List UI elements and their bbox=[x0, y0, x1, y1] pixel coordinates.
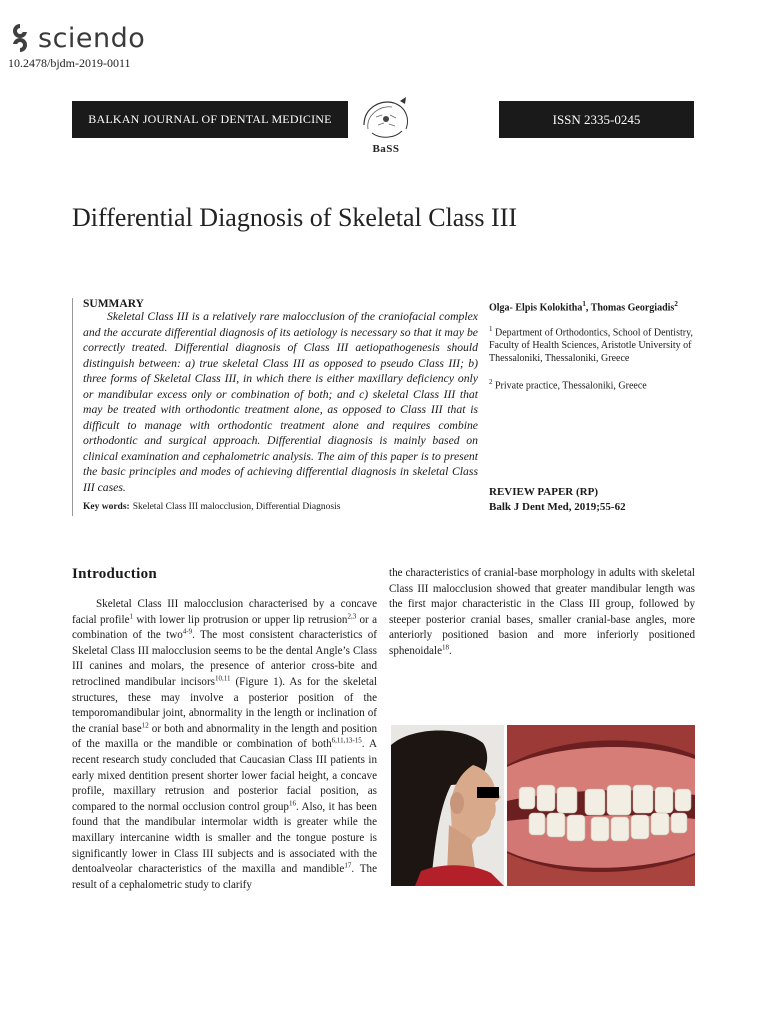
journal-issn: ISSN 2335-0245 bbox=[499, 101, 694, 138]
section-heading: Introduction bbox=[72, 566, 158, 582]
affiliation-text: Department of Orthodontics, School of Dentistry, Faculty of Health Sciences, Aristotle University of Thessaloniki, Thessaloniki, Greece bbox=[489, 327, 693, 365]
body-text-run: (Figure 1). As for the skeletal structures, these may involve a posterior position of the temporomandibular joint, abnormality in the length or inclination of the cranial base bbox=[72, 675, 377, 735]
affil-marker: 1 bbox=[489, 325, 493, 334]
body-text-run: . bbox=[449, 644, 452, 657]
citation: Balk J Dent Med, 2019;55-62 bbox=[489, 501, 626, 513]
citation-ref[interactable]: 16 bbox=[288, 799, 296, 808]
author-name: Thomas Georgiadis bbox=[590, 302, 675, 314]
publisher-name: sciendo bbox=[38, 22, 146, 54]
keywords bbox=[83, 502, 478, 512]
body-text-run: . The most consistent characteristics of Skeletal Class III malocclusion seems to be the dental Angle’s Class III canines and molars, the presence of anterior cross-bite and retroclined mandibular incisors bbox=[72, 629, 377, 688]
body-text-run: or both and abnormality in the length and position of the maxilla or the mandible or combination of both bbox=[72, 722, 377, 751]
keywords-text: Skeletal Class III malocclusion, Differential Diagnosis bbox=[132, 502, 341, 512]
citation-ref[interactable]: 1 bbox=[129, 611, 134, 620]
profile-photo-drawing bbox=[391, 725, 504, 886]
body-text-run: or a combination of the two bbox=[72, 613, 377, 642]
sciendo-s-icon bbox=[8, 22, 32, 54]
citation-ref[interactable]: 4-9 bbox=[182, 627, 193, 636]
doi[interactable]: 10.2478/bjdm-2019-0011 bbox=[8, 56, 131, 70]
citation-ref[interactable]: 2,3 bbox=[347, 611, 357, 620]
journal-banner bbox=[72, 101, 694, 155]
citation-ref[interactable]: 18 bbox=[442, 643, 449, 652]
journal-name: BALKAN JOURNAL OF DENTAL MEDICINE bbox=[72, 101, 348, 138]
intraoral-photo-drawing bbox=[507, 725, 695, 886]
author-names bbox=[489, 300, 699, 313]
keywords-label: Key words: bbox=[83, 502, 130, 512]
body-text-run: . Also, it has been found that the mandibular intermolar width is greater while the maxillary intercanine width is smaller and the tongue posture is significantly lower in Class III subjects and is associated with the dentoalveolar characteristics of the maxilla and mandible bbox=[72, 800, 377, 876]
citation-ref[interactable]: 17 bbox=[344, 861, 352, 870]
intraoral-anterior-crossbite-photo bbox=[507, 725, 695, 886]
citation-ref[interactable]: 10,11 bbox=[215, 674, 231, 683]
author-name: Olga- Elpis Kolokitha bbox=[489, 302, 583, 314]
body-text-right bbox=[389, 566, 695, 660]
author-block bbox=[489, 300, 699, 393]
summary-text: Skeletal Class III is a relatively rare malocclusion of the craniofacial complex and the accurate differential diagnosis of its aetiology is necessary so that it may be correctly treated. Differential diagnosis of Class III aetiopathogenesis should distinguish between: a) true skeletal Class III as opposed to pseudo Class III; b) three forms of Skeletal Class III, in which there is either maxillary deficiency only or mandibular excess only or combination of both; and c) skeletal Class III that may be treated with orthodontic treatment alone, as opposed to Class III that is difficult to manage with orthodontic treatment alone and requires combine orthodontic and surgical approach. Differential diagnosis is mainly based on clinical examination and cephalometric analysis. The aim of this paper is to present the basic principles and modes of achieving differential diagnosis in skeletal Class III cases. bbox=[83, 310, 478, 494]
summary-block bbox=[72, 298, 478, 516]
citation-ref[interactable]: 6,11,13-15 bbox=[331, 736, 362, 745]
figure-1 bbox=[391, 725, 695, 886]
body-text-run: the characteristics of cranial-base morphology in adults with skeletal Class III malocclusion showed that greater mandibular length was the first major characteristic in the Class III group, followed by steeper posterior cranial bases, smaller cranial-base angles, more anteriorly positioned basion and more inferiorly positioned sphenoidale bbox=[389, 567, 695, 657]
body-text-run: . The result of a cephalometric study to clarify bbox=[72, 863, 378, 891]
paper-info bbox=[489, 485, 699, 515]
body-text-run: . A recent research study concluded that Caucasian Class III patients in early mixed dentition present shorter lower facial height, a concave profile, maxillary retrusion and posterior facial position, as compared to the normal occlusion control group bbox=[72, 738, 378, 813]
summary-heading: SUMMARY bbox=[83, 298, 144, 310]
affiliation-2 bbox=[489, 376, 699, 393]
body-text-run: with lower lip protrusion or upper lip retrusion bbox=[133, 613, 348, 626]
author-affil-ref: 2 bbox=[674, 300, 678, 308]
paper-type: REVIEW PAPER (RP) bbox=[489, 486, 598, 498]
author-separator: , bbox=[585, 302, 591, 314]
affil-marker: 2 bbox=[489, 378, 493, 387]
publisher-logo bbox=[8, 18, 145, 58]
author-affil-ref: 1 bbox=[582, 300, 586, 308]
affiliation-1 bbox=[489, 323, 699, 366]
body-text-run: Skeletal Class III malocclusion characterised by a concave facial profile bbox=[72, 598, 377, 626]
emblem-label: BaSS bbox=[372, 143, 400, 155]
citation-ref[interactable]: 12 bbox=[141, 721, 149, 730]
body-text-left bbox=[72, 597, 377, 893]
patient-profile-photo bbox=[391, 725, 504, 886]
article-title: Differential Diagnosis of Skeletal Class III bbox=[72, 203, 518, 232]
affiliation-text: Private practice, Thessaloniki, Greece bbox=[495, 380, 647, 392]
